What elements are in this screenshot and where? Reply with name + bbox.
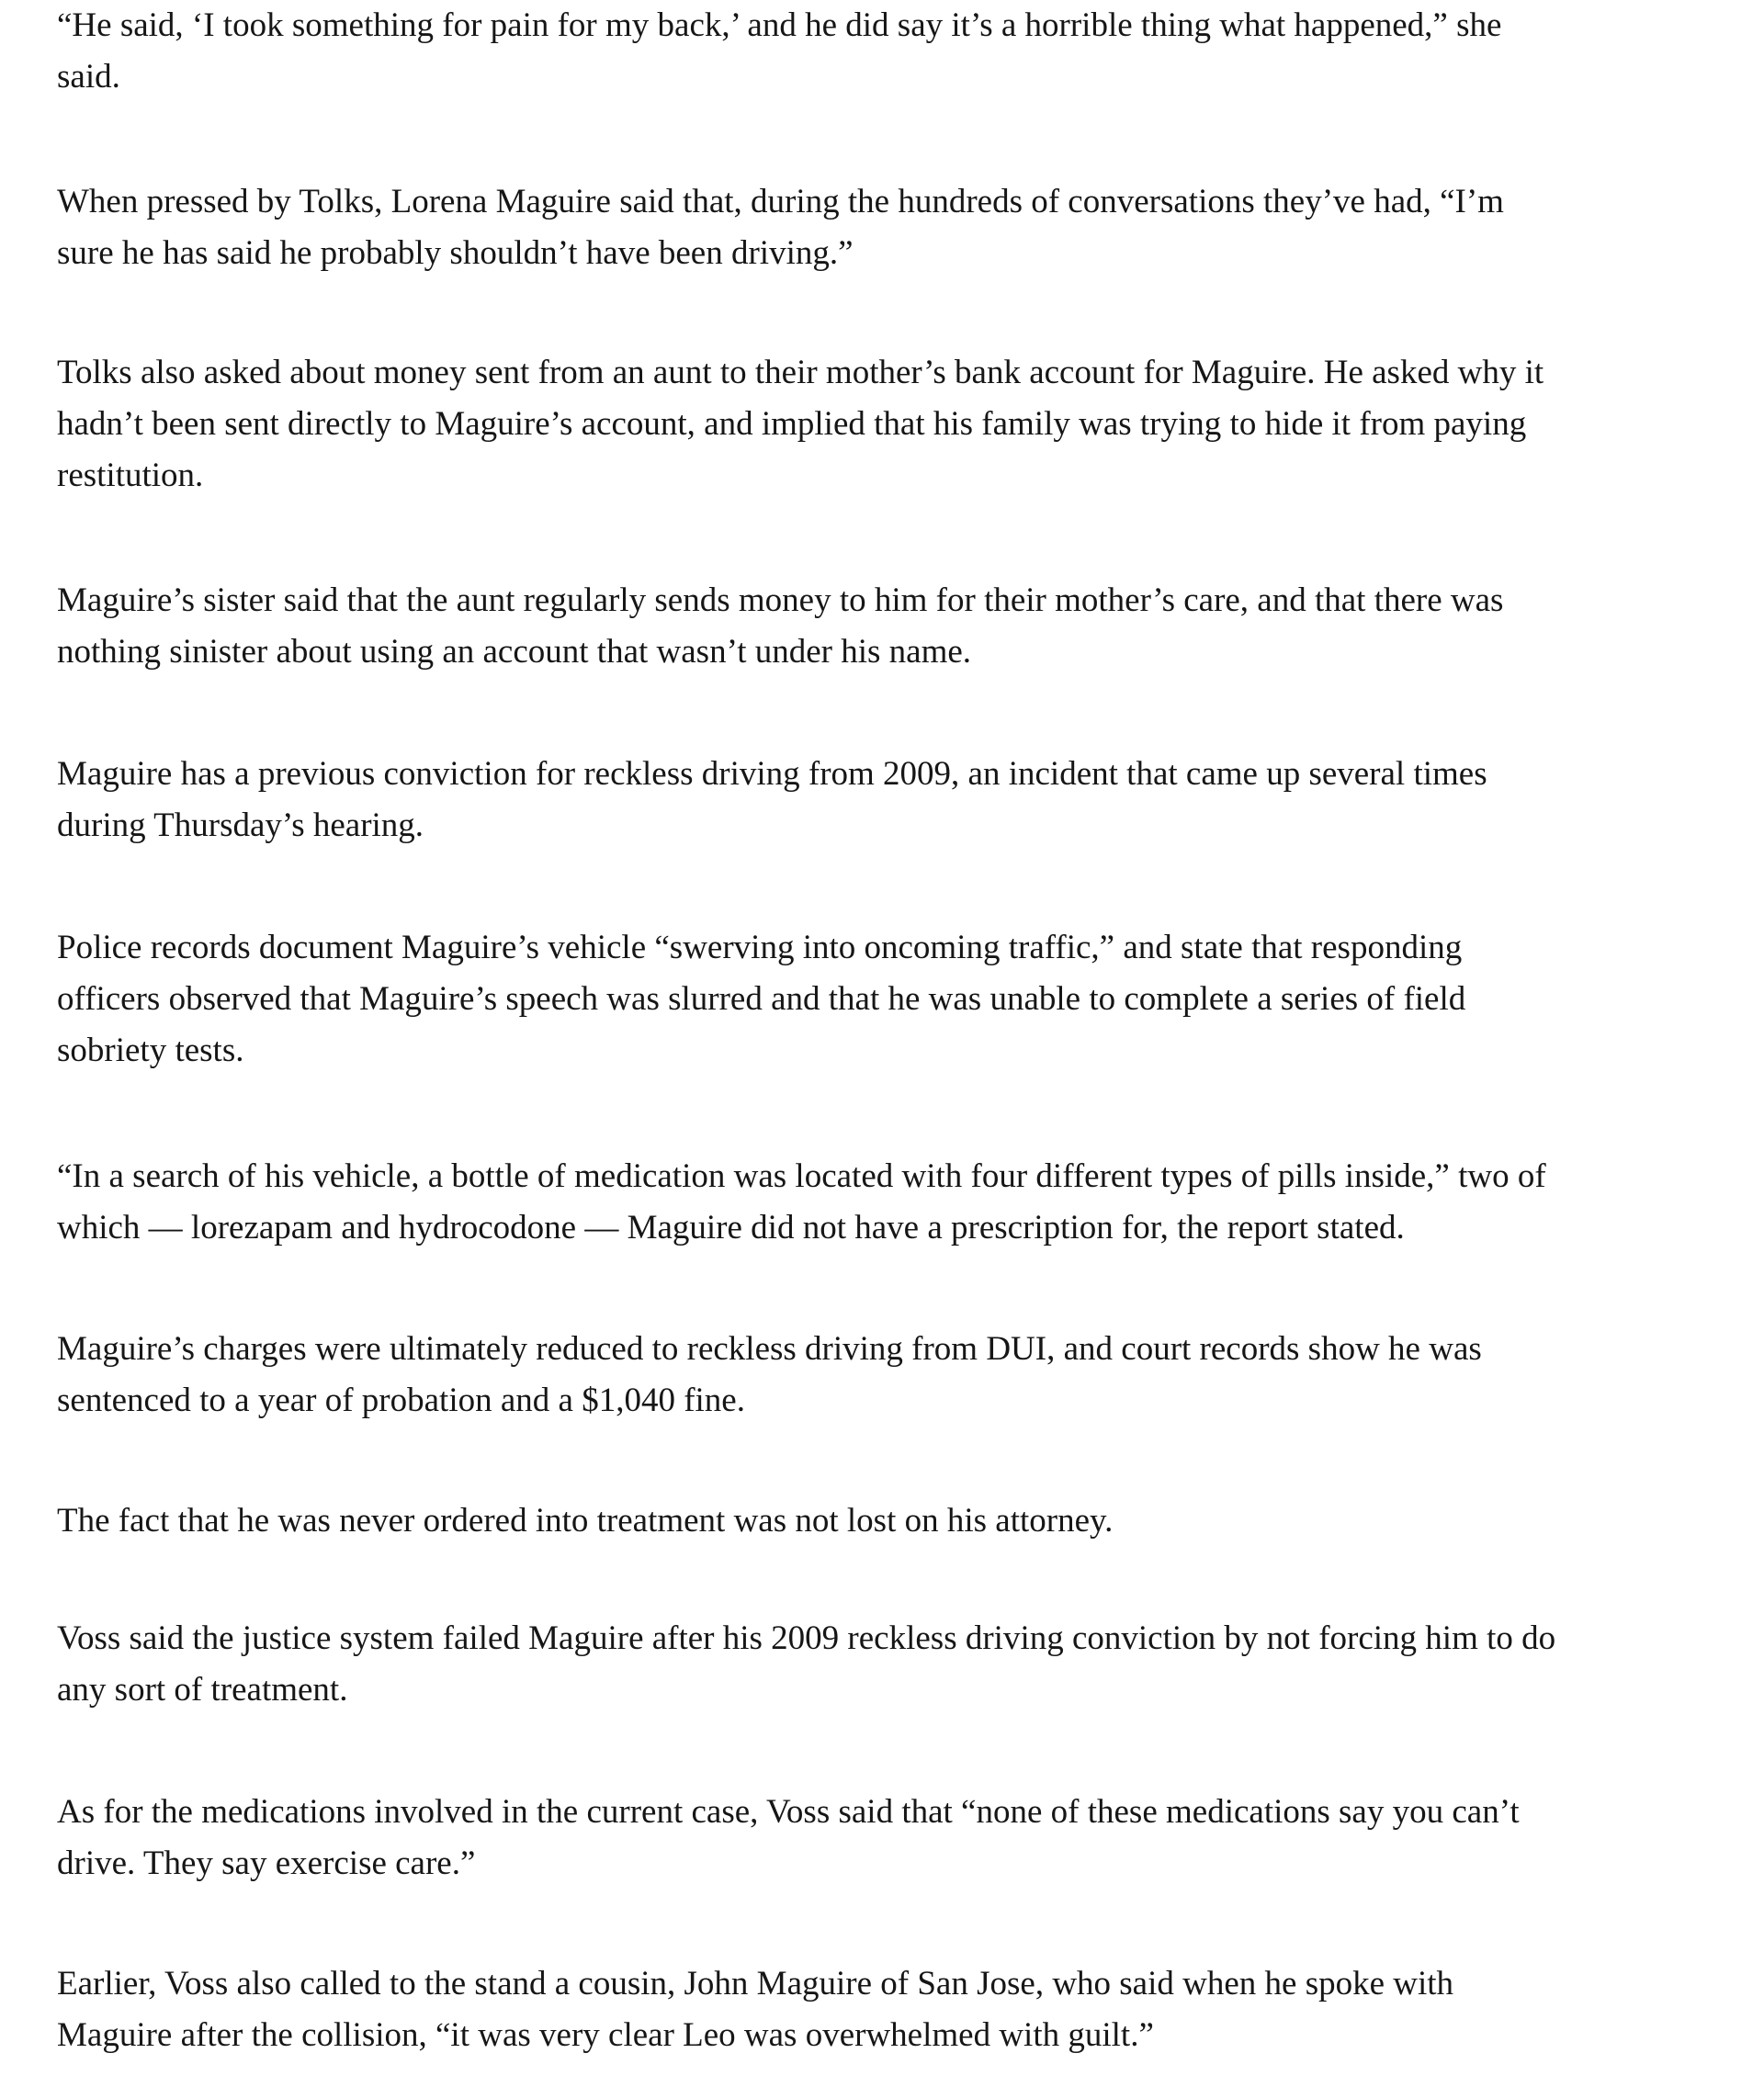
paragraph-line: sure he has said he probably shouldn’t have been driving.” <box>57 234 854 272</box>
paragraph-3 <box>57 347 1711 502</box>
paragraph-line: drive. They say exercise care.” <box>57 1844 476 1882</box>
paragraph-line: Earlier, Voss also called to the stand a cousin, John Maguire of San Jose, who said when he spoke with <box>57 1965 1454 2002</box>
paragraph-line: during Thursday’s hearing. <box>57 807 424 844</box>
paragraph-line: which — lorezapam and hydrocodone — Maguire did not have a prescription for, the report stated. <box>57 1209 1405 1247</box>
paragraph-6 <box>57 922 1711 1077</box>
paragraph-12 <box>57 1958 1711 2061</box>
paragraph-1 <box>57 0 1711 103</box>
paragraph-line: hadn’t been sent directly to Maguire’s account, and implied that his family was trying to hide it from paying <box>57 405 1527 443</box>
paragraph-line: any sort of treatment. <box>57 1671 348 1709</box>
paragraph-5 <box>57 749 1711 852</box>
paragraph-line: Tolks also asked about money sent from an aunt to their mother’s bank account for Maguire. He asked why it <box>57 354 1544 391</box>
paragraph-4 <box>57 575 1711 678</box>
paragraph-line: officers observed that Maguire’s speech was slurred and that he was unable to complete a series of field <box>57 980 1466 1018</box>
paragraph-line: “He said, ‘I took something for pain for my back,’ and he did say it’s a horrible thing what happened,” she <box>57 6 1502 44</box>
paragraph-line: nothing sinister about using an account that wasn’t under his name. <box>57 633 972 671</box>
paragraph-8 <box>57 1324 1711 1427</box>
paragraph-line: Police records document Maguire’s vehicle “swerving into oncoming traffic,” and state that responding <box>57 929 1463 966</box>
paragraph-line: “In a search of his vehicle, a bottle of medication was located with four different types of pills inside,” two of <box>57 1157 1546 1195</box>
paragraph-7 <box>57 1151 1711 1254</box>
paragraph-9 <box>57 1495 1711 1547</box>
paragraph-line: Voss said the justice system failed Maguire after his 2009 reckless driving conviction by not forcing him to do <box>57 1619 1556 1657</box>
paragraph-line: Maguire’s sister said that the aunt regularly sends money to him for their mother’s care, and that there was <box>57 581 1504 619</box>
paragraph-line: When pressed by Tolks, Lorena Maguire said that, during the hundreds of conversations they’ve had, “I’m <box>57 183 1504 220</box>
paragraph-line: restitution. <box>57 457 204 494</box>
paragraph-11 <box>57 1787 1711 1890</box>
paragraph-line: As for the medications involved in the current case, Voss said that “none of these medications say you can’t <box>57 1793 1520 1831</box>
paragraph-line: sobriety tests. <box>57 1032 244 1069</box>
paragraph-10 <box>57 1613 1711 1716</box>
paragraph-line: The fact that he was never ordered into treatment was not lost on his attorney. <box>57 1502 1114 1540</box>
paragraph-line: Maguire after the collision, “it was very clear Leo was overwhelmed with guilt.” <box>57 2016 1154 2054</box>
paragraph-line: said. <box>57 58 120 96</box>
paragraph-line: sentenced to a year of probation and a $1,040 fine. <box>57 1382 745 1419</box>
paragraph-line: Maguire has a previous conviction for reckless driving from 2009, an incident that came up several times <box>57 755 1487 793</box>
paragraph-line: Maguire’s charges were ultimately reduced to reckless driving from DUI, and court records show he was <box>57 1330 1482 1368</box>
paragraph-2 <box>57 176 1711 279</box>
